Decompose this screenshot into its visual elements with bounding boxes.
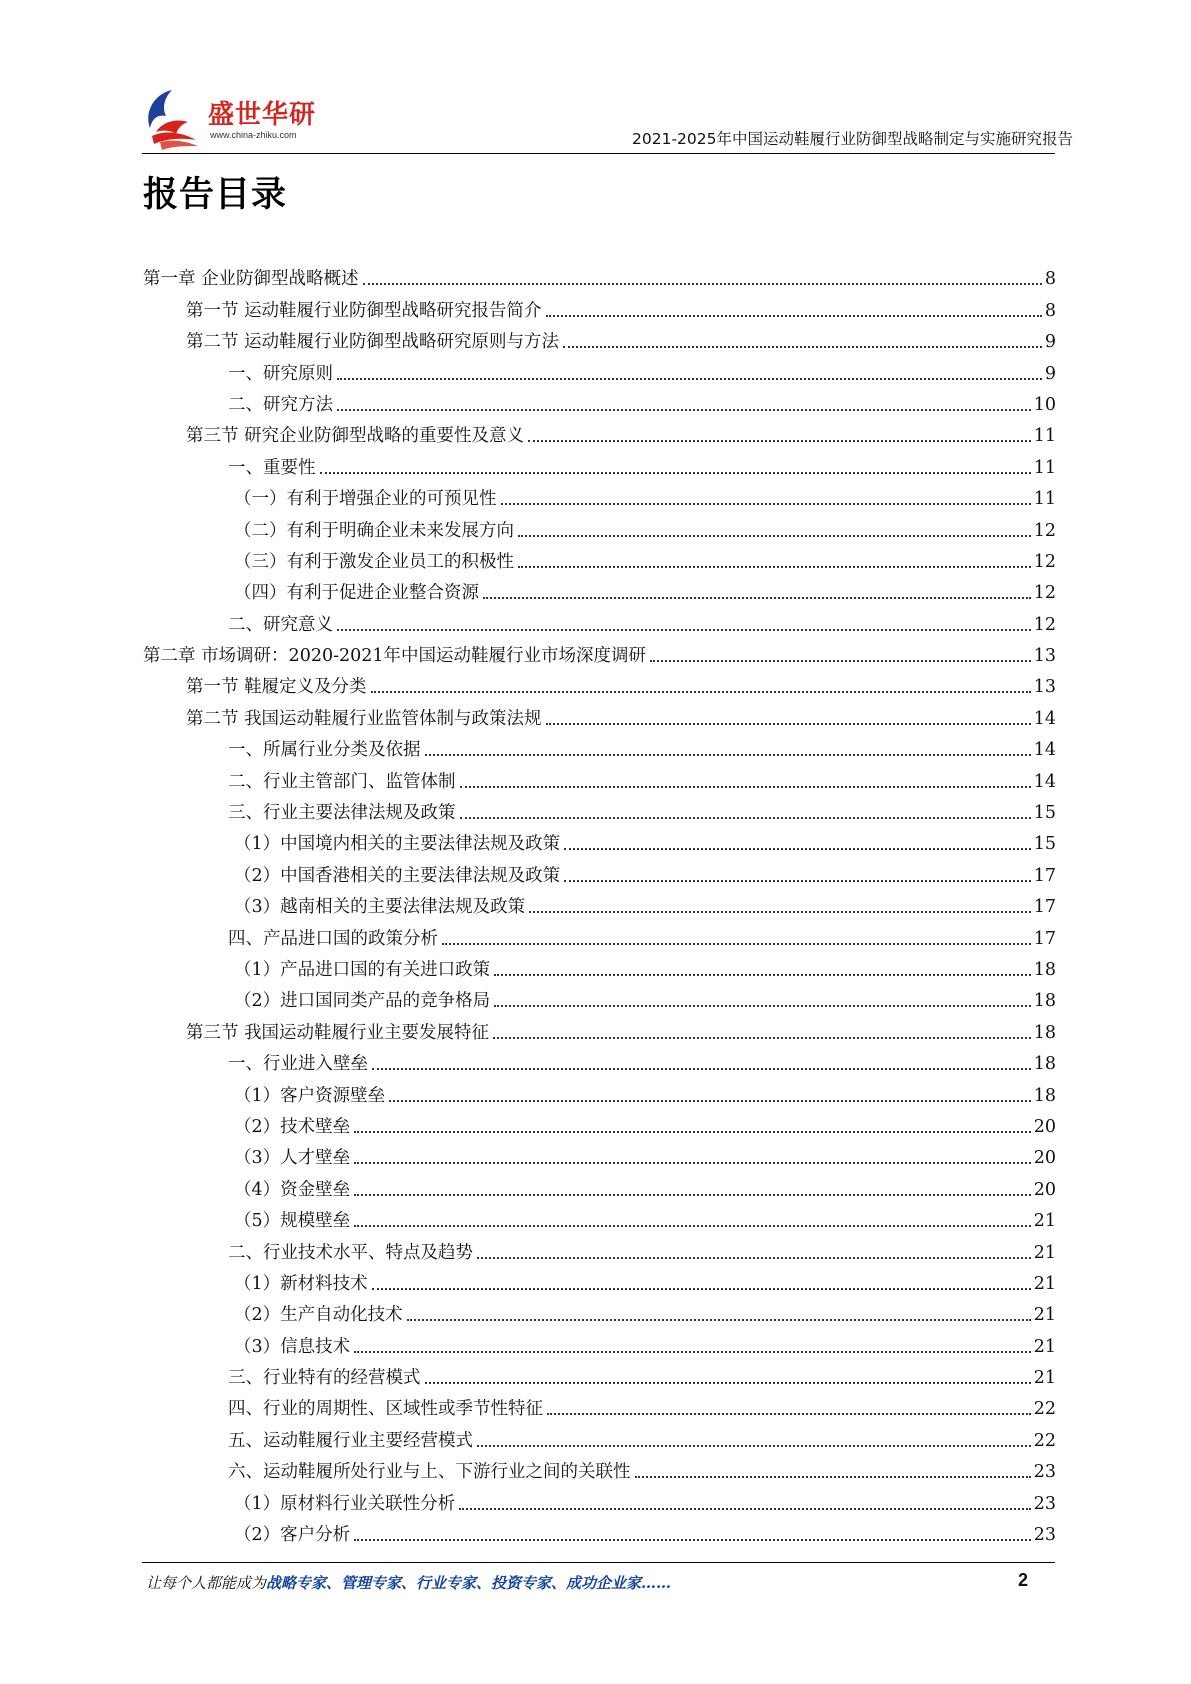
toc-entry-page: 18 — [1033, 1085, 1056, 1106]
toc-entry[interactable] — [143, 1486, 1056, 1517]
toc-entry-page: 12 — [1033, 614, 1056, 635]
toc-dot-leader — [460, 817, 1031, 819]
toc-entry-page: 11 — [1033, 426, 1056, 447]
toc-entry-page: 14 — [1033, 740, 1056, 761]
toc-entry-page: 11 — [1033, 489, 1056, 510]
toc-entry-label: （4）资金壁垒 — [234, 1179, 351, 1200]
toc-entry-page: 21 — [1033, 1336, 1056, 1357]
toc-dot-leader — [563, 346, 1042, 348]
toc-entry-page: 18 — [1033, 959, 1056, 980]
toc-entry-page: 17 — [1033, 897, 1056, 918]
toc-entry-page: 14 — [1033, 708, 1056, 729]
toc-entry[interactable] — [143, 1455, 1056, 1486]
toc-entry-page: 22 — [1033, 1399, 1056, 1420]
footer-slogan-roles: 战略专家、管理专家、行业专家、投资专家、成功企业家…… — [266, 1574, 672, 1592]
toc-entry-page: 12 — [1033, 551, 1056, 572]
toc-entry-label: 一、行业进入壁垒 — [228, 1054, 368, 1075]
toc-entry-label: 第一节 运动鞋履行业防御型战略研究报告简介 — [186, 300, 542, 321]
toc-entry-label: （1）客户资源壁垒 — [234, 1085, 386, 1106]
toc-entry-page: 12 — [1033, 520, 1056, 541]
toc-entry[interactable] — [143, 1298, 1056, 1329]
toc-entry[interactable] — [143, 1078, 1056, 1109]
report-title: 2021-2025年中国运动鞋履行业防御型战略制定与实施研究报告 — [632, 130, 1073, 148]
toc-entry-label: 一、重要性 — [228, 457, 316, 478]
toc-entry-label: （四）有利于促进企业整合资源 — [234, 583, 479, 604]
toc-entry-page: 21 — [1033, 1305, 1056, 1326]
toc-entry-page: 21 — [1033, 1368, 1056, 1389]
toc-entry-label: 五、运动鞋履行业主要经营模式 — [228, 1430, 473, 1451]
toc-dot-leader — [389, 1100, 1031, 1102]
toc-entry-label: 第二节 我国运动鞋履行业监管体制与政策法规 — [186, 708, 542, 729]
toc-entry[interactable] — [143, 701, 1056, 732]
toc-entry-page: 20 — [1033, 1116, 1056, 1137]
toc-entry-page: 9 — [1044, 332, 1056, 353]
toc-entry-page: 13 — [1033, 646, 1056, 667]
toc-entry-label: 三、行业主要法律法规及政策 — [228, 803, 456, 824]
toc-entry-page: 12 — [1033, 583, 1056, 604]
toc-entry-page: 15 — [1033, 834, 1056, 855]
toc-entry-label: （2）技术壁垒 — [234, 1116, 351, 1137]
toc-dot-leader — [354, 1131, 1031, 1133]
toc-dot-leader — [372, 1288, 1031, 1290]
toc-entry-page: 18 — [1033, 1054, 1056, 1075]
toc-entry[interactable] — [143, 1172, 1056, 1203]
toc-dot-leader — [483, 597, 1031, 599]
toc-dot-leader — [354, 1539, 1031, 1541]
toc-dot-leader — [493, 1037, 1031, 1039]
toc-entry[interactable] — [143, 764, 1056, 795]
toc-dot-leader — [337, 378, 1042, 380]
footer-divider — [142, 1562, 1055, 1563]
toc-entry[interactable] — [143, 1204, 1056, 1235]
toc-entry-label: （1）原材料行业关联性分析 — [234, 1493, 456, 1514]
toc-entry-label: （5）规模壁垒 — [234, 1211, 351, 1232]
toc-dot-leader — [564, 848, 1031, 850]
toc-dot-leader — [564, 880, 1031, 882]
toc-entry[interactable] — [143, 545, 1056, 576]
toc-dot-leader — [546, 315, 1042, 317]
toc-entry-page: 21 — [1033, 1242, 1056, 1263]
footer-slogan — [146, 1572, 671, 1593]
toc-entry-label: （2）生产自动化技术 — [234, 1305, 403, 1326]
table-of-contents — [143, 262, 1056, 1549]
toc-entry-label: 二、研究方法 — [228, 394, 333, 415]
toc-dot-leader — [546, 723, 1031, 725]
toc-dot-leader — [442, 943, 1031, 945]
toc-dot-leader — [518, 566, 1031, 568]
toc-entry[interactable] — [143, 1423, 1056, 1454]
toc-entry-label: 第一章 企业防御型战略概述 — [143, 269, 359, 290]
toc-entry[interactable] — [143, 482, 1056, 513]
toc-entry[interactable] — [143, 356, 1056, 387]
toc-entry[interactable] — [143, 419, 1056, 450]
toc-entry[interactable] — [143, 325, 1056, 356]
toc-entry[interactable] — [143, 1015, 1056, 1046]
toc-entry[interactable] — [143, 1361, 1056, 1392]
toc-dot-leader — [354, 1225, 1031, 1227]
toc-dot-leader — [494, 1005, 1031, 1007]
toc-entry-page: 20 — [1033, 1148, 1056, 1169]
toc-dot-leader — [650, 660, 1031, 662]
toc-dot-leader — [372, 1068, 1031, 1070]
toc-entry-page: 22 — [1033, 1430, 1056, 1451]
toc-entry-label: （3）人才壁垒 — [234, 1148, 351, 1169]
toc-entry[interactable] — [143, 733, 1056, 764]
toc-entry-page: 23 — [1033, 1493, 1056, 1514]
footer-slogan-prefix: 让每个人都能成为 — [146, 1574, 267, 1592]
toc-entry-page: 21 — [1033, 1273, 1056, 1294]
toc-entry[interactable] — [143, 607, 1056, 638]
toc-entry-label: （1）新材料技术 — [234, 1273, 368, 1294]
toc-entry[interactable] — [143, 1267, 1056, 1298]
toc-dot-leader — [354, 1162, 1031, 1164]
toc-entry[interactable] — [143, 984, 1056, 1015]
toc-dot-leader — [354, 1194, 1031, 1196]
toc-dot-leader — [363, 283, 1042, 285]
toc-entry-label: （1）中国境内相关的主要法律法规及政策 — [234, 834, 561, 855]
toc-entry-label: 二、研究意义 — [228, 614, 333, 635]
toc-entry[interactable] — [143, 1235, 1056, 1266]
toc-dot-leader — [371, 691, 1031, 693]
toc-entry-page: 9 — [1044, 363, 1056, 384]
toc-dot-leader — [529, 911, 1031, 913]
company-logo — [142, 84, 317, 152]
toc-entry[interactable] — [143, 827, 1056, 858]
page-title: 报告目录 — [143, 175, 288, 215]
toc-entry[interactable] — [143, 513, 1056, 544]
toc-entry[interactable] — [143, 262, 1056, 293]
toc-entry-label: （一）有利于增强企业的可预见性 — [234, 489, 497, 510]
toc-entry-page: 17 — [1033, 865, 1056, 886]
toc-dot-leader — [354, 1351, 1031, 1353]
toc-entry[interactable] — [143, 890, 1056, 921]
toc-dot-leader — [518, 535, 1031, 537]
toc-entry-page: 21 — [1033, 1211, 1056, 1232]
toc-dot-leader — [528, 440, 1031, 442]
toc-entry[interactable] — [143, 576, 1056, 607]
toc-entry-label: 第二章 市场调研：2020-2021年中国运动鞋履行业市场深度调研 — [143, 646, 647, 667]
toc-entry-page: 23 — [1033, 1525, 1056, 1546]
toc-entry-label: （2）进口国同类产品的竞争格局 — [234, 991, 491, 1012]
toc-entry-label: 第三节 研究企业防御型战略的重要性及意义 — [186, 426, 525, 447]
toc-entry[interactable] — [143, 921, 1056, 952]
toc-entry-label: 四、行业的周期性、区域性或季节性特征 — [228, 1399, 543, 1420]
toc-entry-label: （三）有利于激发企业员工的积极性 — [234, 551, 514, 572]
toc-entry[interactable] — [143, 639, 1056, 670]
toc-dot-leader — [494, 974, 1031, 976]
toc-entry[interactable] — [143, 1047, 1056, 1078]
toc-entry-page: 20 — [1033, 1179, 1056, 1200]
toc-entry-label: （3）越南相关的主要法律法规及政策 — [234, 897, 526, 918]
toc-entry-page: 23 — [1033, 1462, 1056, 1483]
toc-entry-page: 15 — [1033, 803, 1056, 824]
page-number: 2 — [1017, 1570, 1028, 1590]
toc-dot-leader — [425, 1382, 1031, 1384]
toc-entry-label: （1）产品进口国的有关进口政策 — [234, 959, 491, 980]
toc-dot-leader — [337, 629, 1031, 631]
toc-entry-page: 18 — [1033, 991, 1056, 1012]
toc-entry-label: （二）有利于明确企业未来发展方向 — [234, 520, 514, 541]
toc-entry-label: 第一节 鞋履定义及分类 — [186, 677, 367, 698]
toc-entry-label: （2）中国香港相关的主要法律法规及政策 — [234, 865, 561, 886]
toc-dot-leader — [635, 1476, 1031, 1478]
toc-entry-label: 第二节 运动鞋履行业防御型战略研究原则与方法 — [186, 332, 560, 353]
toc-entry-page: 13 — [1033, 677, 1056, 698]
toc-dot-leader — [407, 1319, 1031, 1321]
toc-entry[interactable] — [143, 953, 1056, 984]
toc-entry[interactable] — [143, 858, 1056, 889]
toc-entry-page: 14 — [1033, 771, 1056, 792]
toc-entry-page: 10 — [1033, 394, 1056, 415]
toc-entry-page: 17 — [1033, 928, 1056, 949]
toc-dot-leader — [337, 409, 1031, 411]
toc-entry-page: 11 — [1033, 457, 1056, 478]
toc-entry[interactable] — [143, 1110, 1056, 1141]
toc-entry[interactable] — [143, 1329, 1056, 1360]
toc-entry[interactable] — [143, 1141, 1056, 1172]
toc-entry[interactable] — [143, 450, 1056, 481]
toc-entry-page: 18 — [1033, 1022, 1056, 1043]
logo-swoosh-icon — [142, 84, 212, 152]
toc-entry-label: 三、行业特有的经营模式 — [228, 1368, 421, 1389]
toc-entry-label: （3）信息技术 — [234, 1336, 351, 1357]
toc-dot-leader — [477, 1257, 1031, 1259]
toc-dot-leader — [460, 786, 1031, 788]
toc-entry-label: 二、行业技术水平、特点及趋势 — [228, 1242, 473, 1263]
toc-dot-leader — [477, 1445, 1031, 1447]
toc-dot-leader — [459, 1508, 1031, 1510]
toc-entry-label: 二、行业主管部门、监管体制 — [228, 771, 456, 792]
toc-entry[interactable] — [143, 670, 1056, 701]
toc-entry-page: 8 — [1044, 269, 1056, 290]
toc-entry-label: 第三节 我国运动鞋履行业主要发展特征 — [186, 1022, 490, 1043]
toc-entry-label: 四、产品进口国的政策分析 — [228, 928, 438, 949]
toc-dot-leader — [501, 503, 1031, 505]
toc-entry-label: 一、所属行业分类及依据 — [228, 740, 421, 761]
toc-dot-leader — [425, 754, 1031, 756]
toc-dot-leader — [547, 1413, 1031, 1415]
toc-entry[interactable] — [143, 293, 1056, 324]
toc-entry-page: 8 — [1044, 300, 1056, 321]
toc-entry-label: 一、研究原则 — [228, 363, 333, 384]
toc-entry[interactable] — [143, 388, 1056, 419]
logo-url: www.china-zhiku.com — [210, 130, 297, 140]
toc-entry-label: 六、运动鞋履所处行业与上、下游行业之间的关联性 — [228, 1462, 631, 1483]
logo-name: 盛世华研 — [208, 100, 317, 130]
toc-entry-label: （2）客户分析 — [234, 1525, 351, 1546]
toc-entry[interactable] — [143, 796, 1056, 827]
toc-dot-leader — [320, 472, 1031, 474]
toc-entry[interactable] — [143, 1392, 1056, 1423]
header-divider — [142, 153, 1055, 154]
toc-entry[interactable] — [143, 1518, 1056, 1549]
